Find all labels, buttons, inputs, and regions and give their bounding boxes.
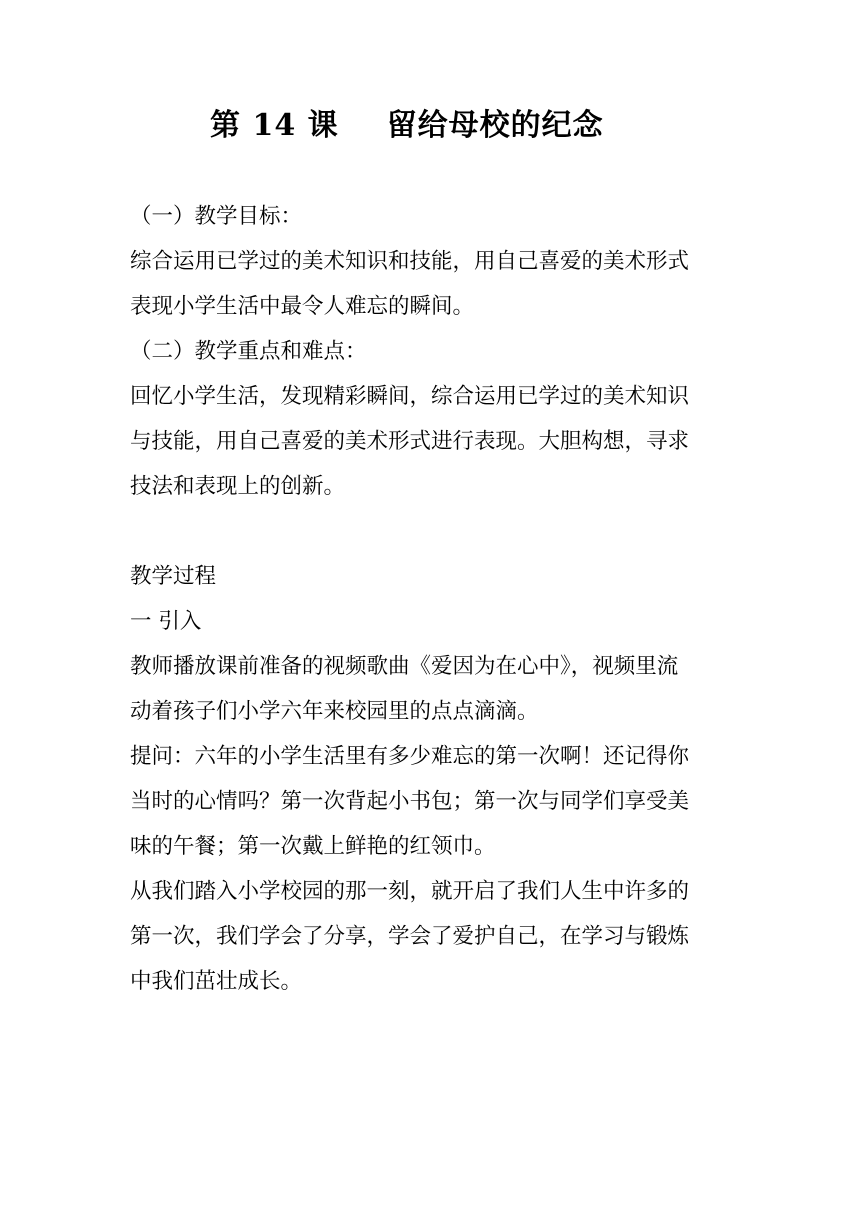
section-heading-process: 教学过程 [130,564,217,589]
body-text-line: 教师播放课前准备的视频歌曲《爱因为在心中》，视频里流 [130,654,679,679]
section-heading-objectives: （一）教学目标： [130,204,303,229]
key-points-text-line: 与技能，用自己喜爱的美术形式进行表现。大胆构想，寻求 [130,429,690,454]
body-text-line: 当时的心情吗？第一次背起小书包；第一次与同学们享受美 [130,789,690,814]
objectives-text-line: 综合运用已学过的美术知识和技能，用自己喜爱的美术形式 [130,249,690,274]
key-points-text-line: 技法和表现上的创新。 [130,474,346,499]
section-heading-key-points: （二）教学重点和难点： [130,339,367,364]
key-points-text-line: 回忆小学生活，发现精彩瞬间，综合运用已学过的美术知识 [130,384,690,409]
body-text-line: 第一次，我们学会了分享，学会了爱护自己，在学习与锻炼 [130,924,690,949]
lesson-number: 第 14 课 [210,108,339,143]
lesson-name: 留给母校的纪念 [386,108,604,143]
body-text-line: 中我们茁壮成长。 [130,969,303,994]
body-text-line: 从我们踏入小学校园的那一刻，就开启了我们人生中许多的 [130,879,690,904]
subsection-heading-intro: 一 引入 [130,609,202,634]
objectives-text-line: 表现小学生活中最令人难忘的瞬间。 [130,294,475,319]
lesson-title [210,104,604,148]
body-text-line: 味的午餐；第一次戴上鲜艳的红领巾。 [130,834,496,859]
body-text-line: 动着孩子们小学六年来校园里的点点滴滴。 [130,699,539,724]
body-text-line: 提问：六年的小学生活里有多少难忘的第一次啊！还记得你 [130,744,690,769]
